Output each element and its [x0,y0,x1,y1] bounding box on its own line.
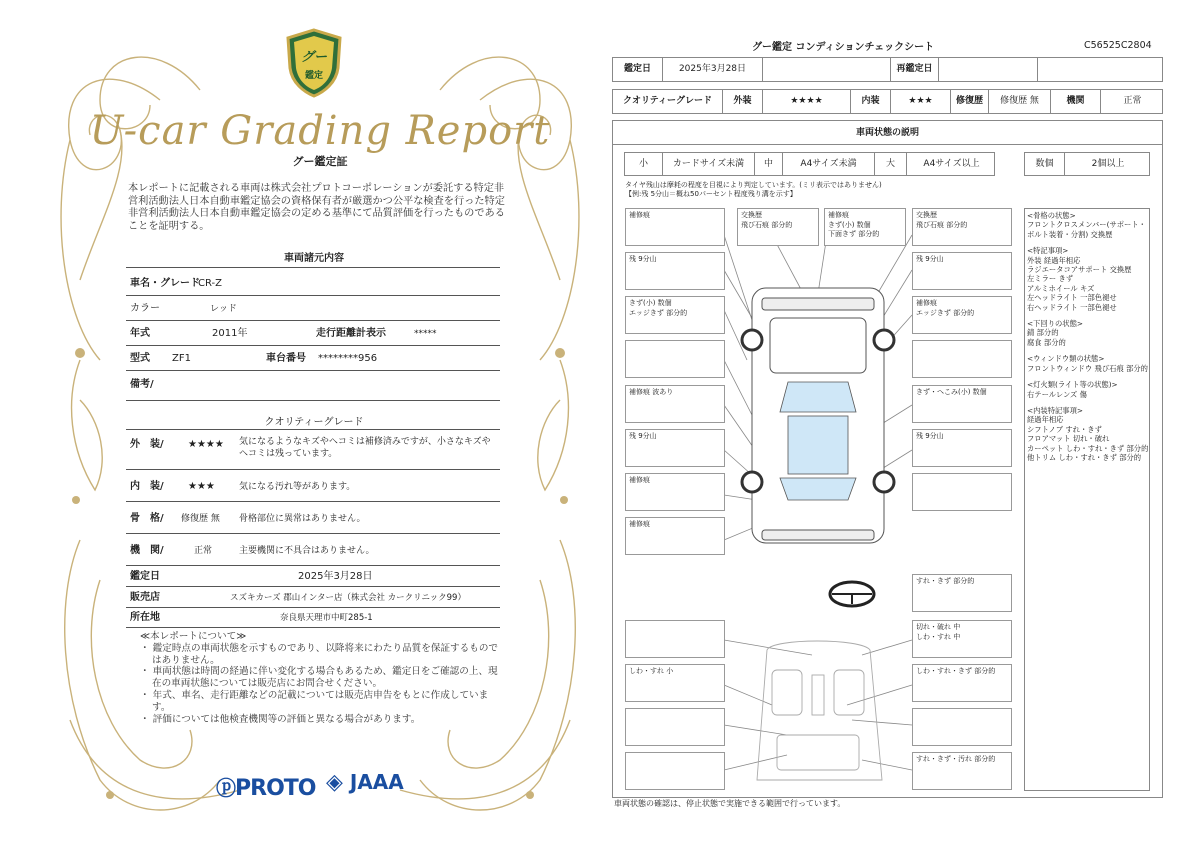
label-top-1: 交換歴 飛び石痕 部分的 [737,208,819,246]
label-top-2: 補修痕 きず(小) 数個 下面きず 部分的 [824,208,906,246]
tire-note-2: 【例:残 5分山＝概ね50パーセント程度残り溝を示す】 [625,190,797,198]
sheet-date-value: 2025年3月28日 [663,58,763,81]
logo-text: 鑑定 [304,71,324,81]
dealer-row: 販売店 スズキカーズ 郡山インター店（株式会社 カークリニック99） [126,588,500,608]
address-row: 所在地 奈良県天理市中町285-1 [126,608,500,628]
label-int-right-4: すれ・きず・汚れ 部分的 [912,752,1012,790]
year-value: 2011年 [212,328,248,339]
notes-title: ≪本レポートについて≫ [140,631,247,642]
report-notes [140,631,500,725]
chassis-value: ********956 [318,353,378,364]
detail-group-windows: <ウィンドウ類の状態> フロントウィンドウ 飛び石痕 部分的 [1027,354,1148,373]
label-right-1: 残 9分山 [912,252,1012,290]
label-left-6: 残 9分山 [625,429,725,467]
label-steering: すれ・きず 部分的 [912,574,1012,612]
label-int-right-3 [912,708,1012,746]
model-row: 型式 ZF1 車台番号 ********956 [126,347,500,371]
label-right-5: 残 9分山 [912,429,1012,467]
proto-logo: ⓟPROTO [216,776,316,801]
label-left-5: 補修痕 波あり [625,385,725,423]
mileage-value: ***** [414,329,437,339]
note-item: ・ 車両状態は時間の経過に伴い変化する場合もあるため、鑑定日をご確認の上、現在の車両状態については販売店にお問合せください。 [140,666,498,690]
label-left-4 [625,340,725,378]
label-left-1: 補修痕 [625,208,725,246]
label-left-2: 残 9分山 [625,252,725,290]
name-row: 車名・グレード CR-Z [126,272,500,296]
grade-table: クオリティーグレード 外装 ★★★★ 内装 ★★★ 修復歴 修復歴 無 機関 正常 [612,89,1163,114]
date-table: 鑑定日 2025年3月28日 再鑑定日 [612,57,1163,82]
label-right-4: きず・へこみ(小) 数個 [912,385,1012,423]
note-item: ・ 鑑定時点の車両状態を示すものであり、以降将来にわたり品質を保証するものではありません。 [140,642,499,666]
label-left-3: きず(小) 数個 エッジきず 部分的 [625,296,725,334]
label-right-2: 補修痕 エッジきず 部分的 [912,296,1012,334]
label-int-left-1 [625,620,725,658]
frame-value: 修復歴 無 [181,514,220,524]
name-value: CR-Z [198,278,222,289]
note-item: ・ 評価については他検査機関等の評価と異なる場合があります。 [140,713,421,725]
color-value: レッド [210,304,237,314]
detail-group-underbody: <下回りの状態> 錆 部分的 腐食 部分的 [1027,319,1084,347]
condition-heading: 車両状態の説明 [855,128,919,138]
engine-row: 機 関/ 正常 主要機関に不具合はありません。 [126,536,500,566]
remarks-row: 備考/ [130,379,154,390]
label-left-8: 補修痕 [625,517,725,555]
exterior-stars: ★★★★ [188,439,224,450]
label-top-3: 交換歴 飛び石痕 部分的 [912,208,1012,246]
year-row: 年式 2011年 走行距離計表示 ***** [126,322,500,346]
certificate-title: U-car Grading Report [89,108,551,154]
dealer-value: スズキカーズ 郡山インター店（株式会社 カークリニック99） [230,593,466,603]
sheet-ext-stars: ★★★★ [763,90,851,113]
label-int-right-1: 切れ・破れ 中 しわ・すれ 中 [912,620,1012,658]
goo-kantei-logo [284,28,344,98]
date-row: 鑑定日 2025年3月28日 [126,567,500,587]
sheet-engine-value: 正常 [1123,96,1142,106]
label-int-right-2: しわ・すれ・きず 部分的 [912,664,1012,702]
spec-heading: 車両諸元内容 [284,253,344,264]
label-int-left-3 [625,708,725,746]
sheet-int-stars: ★★★ [891,90,951,113]
interior-stars: ★★★ [188,481,215,492]
detail-group-notes: <特記事項> 外装 経過年相応 ラジエータコアサポート 交換歴 左ミラー きず アルミホイール キズ 左ヘッドライト 一部色褪せ 右ヘッドライト 一部色褪せ [1027,246,1132,312]
tire-note-1: タイヤ残山は摩耗の程度を目視により判定しています。(ミリ表示ではありません) [625,181,882,189]
note-item: ・ 年式、車名、走行距離などの記載については販売店申告をもとに作成しています。 [140,689,489,713]
size-legend: 小 カードサイズ未満 中 A4サイズ未満 大 A4サイズ以上 [624,152,995,176]
label-right-3 [912,340,1012,378]
sheet-code: C56525C2804 [1084,40,1152,51]
address-value: 奈良県天理市中町285-1 [280,613,373,623]
detail-group-interior: <内装特記事項> 経過年相応 シフトノブ すれ・きず フロアマット 切れ・破れ カーペット しわ・すれ・きず 部分的 他トリム しわ・すれ・きず 部分的 [1027,405,1149,462]
model-value: ZF1 [172,353,191,364]
certificate-intro: 本レポートに記載される車両は株式会社プロトコーポレーションが委託する特定非営利活動法人日本自動車鑑定協会の資格保有者が厳選かつ公平な検査を行った特定非営利活動法人日本自動車鑑定協会の定める基準にて品質評価を行ったものであることを証明する。 [128,183,505,232]
label-left-7: 補修痕 [625,473,725,511]
sheet-repair-value: 修復歴 無 [989,90,1051,113]
label-int-left-2: しわ・すれ 小 [625,664,725,702]
exterior-row: 外 装/ ★★★★ 気になるようなキズやヘコミは補修済みですが、小さなキズやヘコミは残っています。 [126,432,500,470]
count-legend: 数個 2個以上 [1024,152,1150,176]
frame-row: 骨 格/ 修復歴 無 骨格部位に異常はありません。 [126,504,500,534]
date-value: 2025年3月28日 [298,571,373,582]
sheet-footer: 車両状態の確認は、停止状態で実施できる範囲で行っています。 [614,799,846,808]
label-right-6 [912,473,1012,511]
detail-group-lights: <灯火類(ライト等の状態)> 右テールレンズ 傷 [1027,380,1118,399]
color-row: カラー レッド [126,297,500,321]
jaaa-emblem-icon: ◈ [326,770,343,795]
engine-value: 正常 [194,546,213,556]
label-int-left-4 [625,752,725,790]
details-text [1027,211,1149,469]
svg-text:グー: グー [300,50,328,65]
detail-group-frame: <骨格の状態> フロントクロスメンバー(サポート・ボルト装着・分割) 交換歴 [1027,211,1146,239]
interior-row: 内 装/ ★★★ 気になる汚れ等があります。 [126,472,500,502]
exterior-desc: 気になるようなキズやヘコミは補修済みですが、小さなキズやヘコミは残っています。 [239,437,491,459]
quality-heading: クオリティーグレード [264,417,364,428]
sheet-title: グー鑑定 コンディションチェックシート [752,42,935,53]
jaaa-logo: ◈ JAAA [326,770,404,795]
grading-certificate [40,20,600,830]
interior-desc: 気になる汚れ等があります。 [239,482,356,492]
engine-desc: 主要機関に不具合はありません。 [239,546,375,556]
frame-desc: 骨格部位に異常はありません。 [239,514,366,524]
certificate-subtitle: グー鑑定証 [292,155,348,168]
